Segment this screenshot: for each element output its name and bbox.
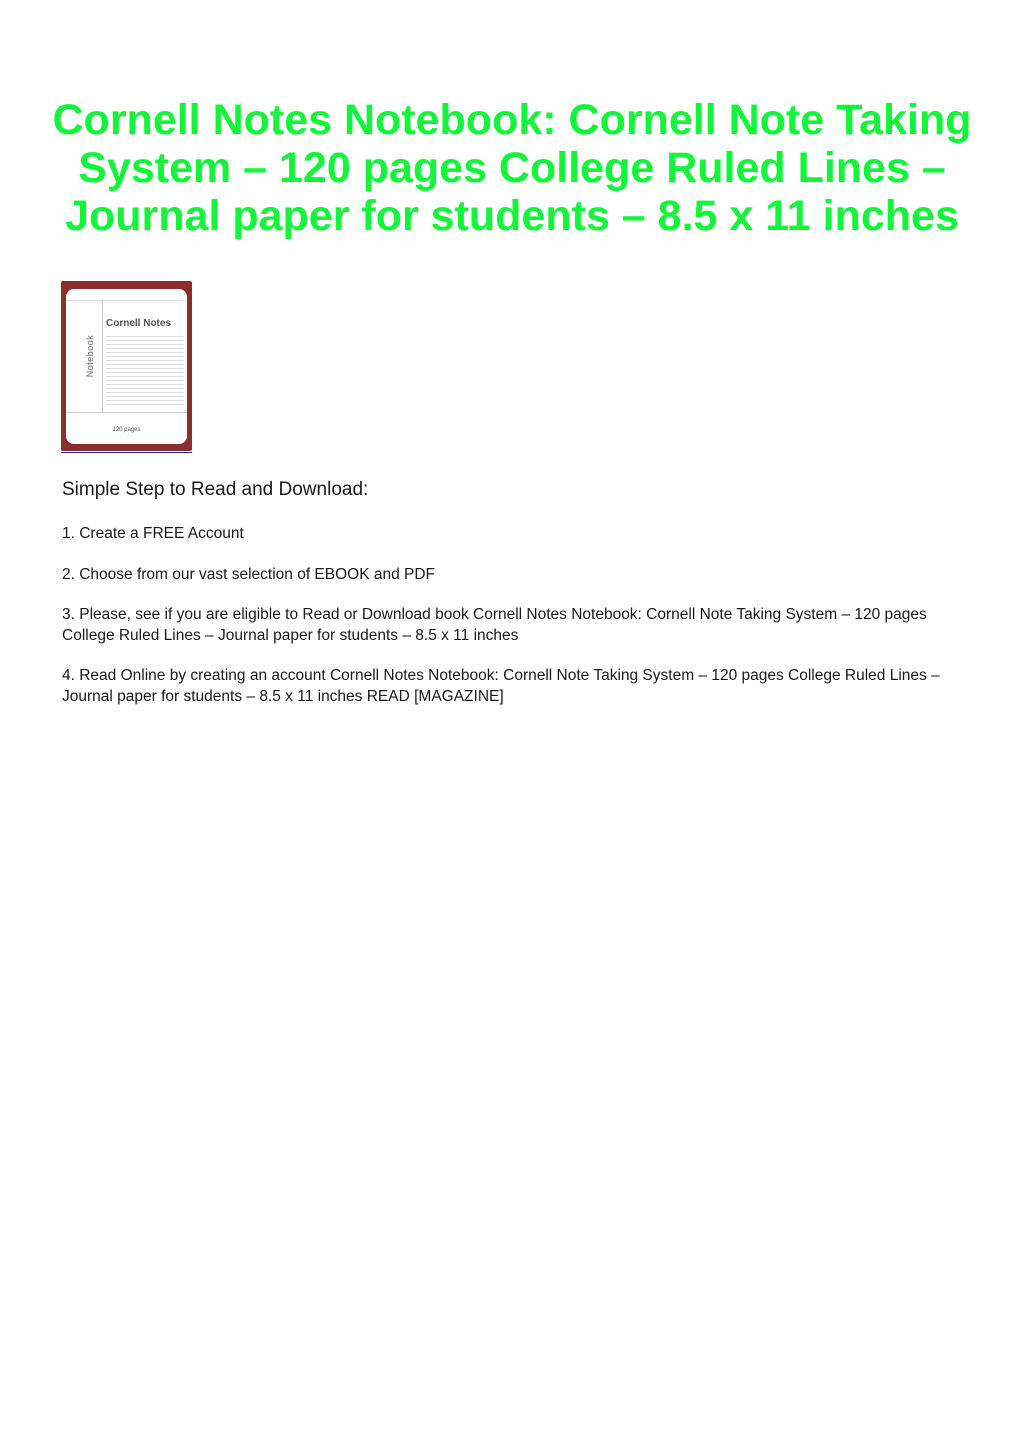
step-item: 4. Read Online by creating an account Cornell Notes Notebook: Cornell Note Taking System – 120 pages College Ruled Lines – Journal paper for students – 8.5 x 11 inches READ [MAGAZINE] bbox=[62, 667, 940, 705]
cover-paper bbox=[66, 289, 187, 444]
book-cover-image bbox=[61, 281, 192, 451]
cover-ruled-lines bbox=[106, 336, 184, 408]
cover-summary-rule bbox=[66, 412, 187, 413]
cover-heading: Cornell Notes bbox=[106, 318, 172, 329]
step-item: 3. Please, see if you are eligible to Read or Download book Cornell Notes Notebook: Cornell Note Taking System – 120 pages College Ruled Lines – Journal paper for students – 8.5 x 11 inches bbox=[62, 606, 927, 644]
steps-heading: Simple Step to Read and Download: bbox=[62, 479, 369, 500]
cover-top-rule bbox=[66, 300, 187, 301]
cover-page-count: 120 pages bbox=[112, 427, 141, 433]
cover-margin-rule bbox=[102, 300, 103, 412]
step-item: 2. Choose from our vast selection of EBOOK and PDF bbox=[62, 565, 436, 583]
cover-side-label: Notebook bbox=[85, 334, 95, 378]
step-item: 1. Create a FREE Account bbox=[62, 525, 244, 542]
steps-list bbox=[62, 524, 962, 727]
document-title: Cornell Notes Notebook: Cornell Note Taking System – 120 pages College Ruled Lines – Journal paper for students – 8.5 x 11 inches bbox=[52, 96, 972, 240]
book-cover-link[interactable] bbox=[61, 281, 192, 453]
